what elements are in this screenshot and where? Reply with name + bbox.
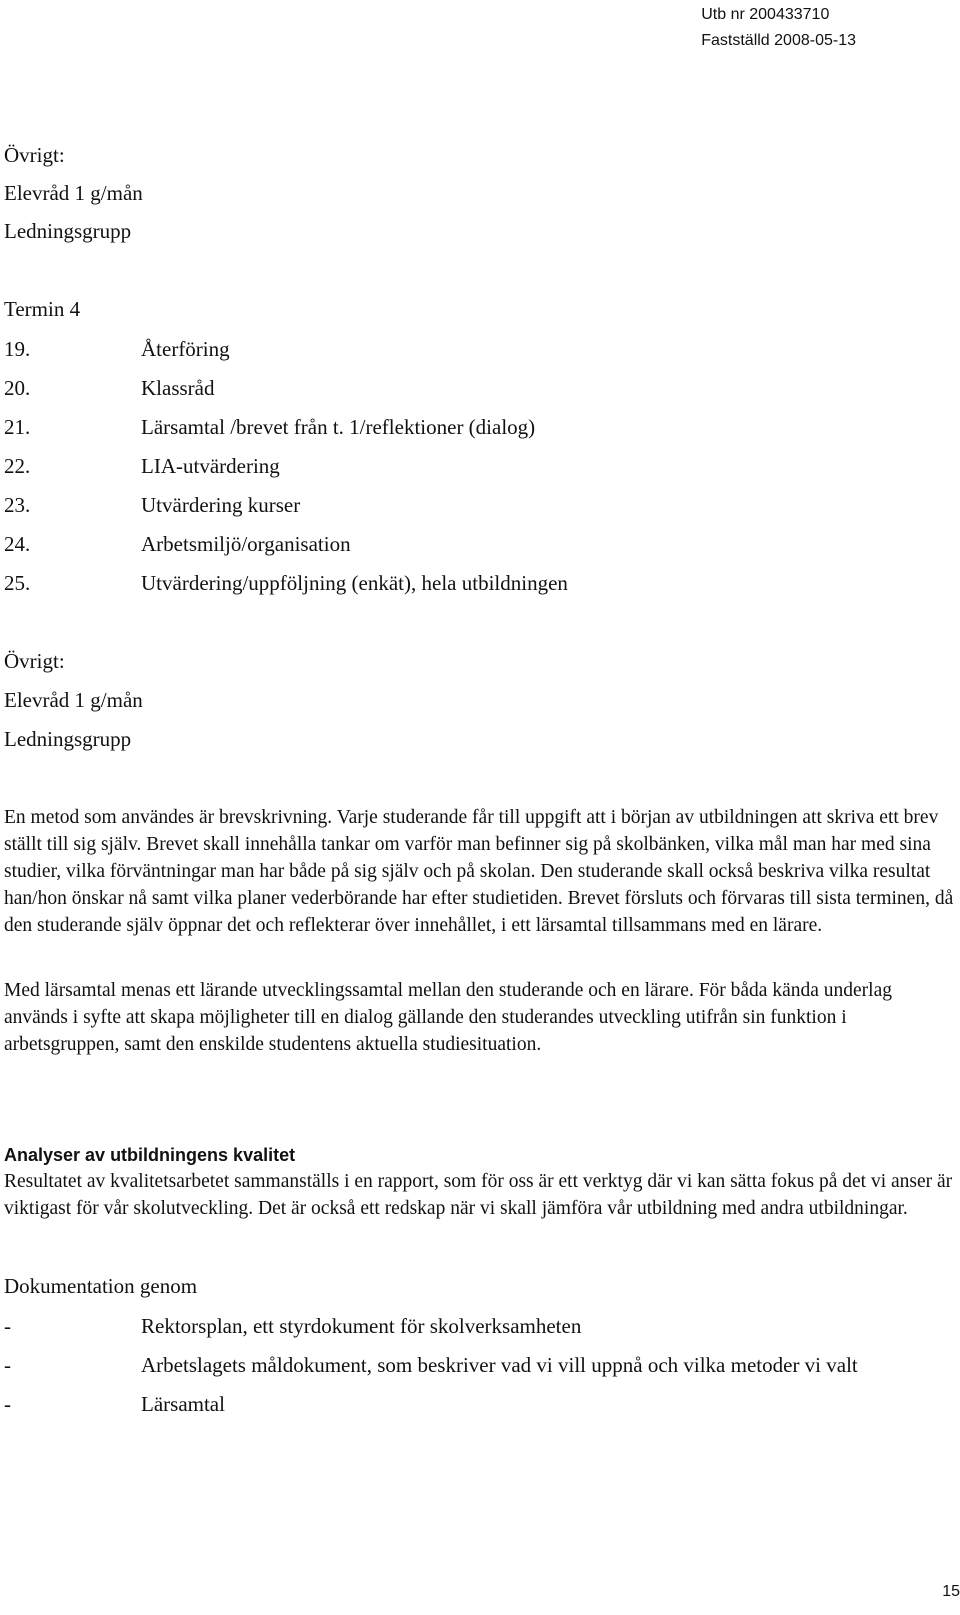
term-item-number: 25. — [4, 571, 31, 595]
documentation-item: Lärsamtal — [141, 1392, 225, 1416]
letter-method-paragraph: En metod som användes är brevskrivning. Varje studerande får till uppgift att i början av utbildningen att skriva ett brev ställt till sig själv. Brevet skall innehålla tankar om varför man befinner sig på skolbänken, vilka mål man har med sina studier, vilka förväntningar man har både på sig själv och på skolan. Den studerande skall också beskriva vilka resultat han/hon önskar nå samt vilka planer vederbörande har efter studietiden. Brevet försluts och förvaras till sista terminen, då den studerande själv öppnar det och reflekterar över innehållet, i ett lärsamtal tillsammans med en lärare. — [4, 807, 954, 936]
term-item-number: 19. — [4, 337, 31, 361]
term-item-text: Utvärdering/uppföljning (enkät), hela utbildningen — [141, 571, 568, 595]
term-item-text: Arbetsmiljö/organisation — [141, 532, 351, 556]
learning-dialogue-paragraph: Med lärsamtal menas ett lärande utvecklingssamtal mellan den studerande och en lärare. För båda kända underlag används i syfte att skapa möjligheter till en dialog gällande den studerandes utveckling utifrån sin funktion i arbetsgruppen, samt den enskilde studentens aktuella studiesituation. — [4, 980, 892, 1055]
term-item-number: 24. — [4, 532, 31, 556]
document-number: Utb nr 200433710 — [701, 6, 830, 23]
term-item-text: Återföring — [141, 337, 230, 361]
established-date: Fastställd 2008-05-13 — [701, 32, 856, 49]
other-label: Övrigt: — [4, 649, 65, 673]
documentation-item: Arbetslagets måldokument, som beskriver vad vi vill uppnå och vilka metoder vi valt — [141, 1353, 858, 1377]
documentation-item: Rektorsplan, ett styrdokument för skolverksamheten — [141, 1314, 582, 1338]
term-item-number: 23. — [4, 493, 31, 517]
term-item-text: Utvärdering kurser — [141, 493, 301, 517]
other-item: Ledningsgrupp — [4, 219, 132, 243]
term-item-number: 20. — [4, 376, 31, 400]
documentation-title: Dokumentation genom — [4, 1274, 198, 1298]
term-item-number: 21. — [4, 415, 31, 439]
documentation-dash: - — [4, 1314, 11, 1338]
term-title: Termin 4 — [4, 297, 81, 321]
documentation-dash: - — [4, 1392, 11, 1416]
other-item: Elevråd 1 g/mån — [4, 688, 143, 712]
other-label: Övrigt: — [4, 143, 65, 167]
term-item-number: 22. — [4, 454, 31, 478]
other-item: Ledningsgrupp — [4, 727, 132, 751]
page-number: 15 — [942, 1583, 960, 1600]
document-header — [701, 2, 856, 54]
documentation-dash: - — [4, 1353, 11, 1377]
term-item-text: LIA-utvärdering — [141, 454, 280, 478]
analysis-text: Resultatet av kvalitetsarbetet sammanställs i en rapport, som för oss är ett verktyg där vi kan sätta fokus på det vi anser är viktigast för vår skolutveckling. Det är också ett redskap när vi skall jämföra vår utbildning med andra utbildningar. — [4, 1171, 953, 1219]
section-heading: Analyser av utbildningens kvalitet — [4, 1145, 296, 1165]
term-item-text: Klassråd — [141, 376, 215, 400]
term-item-text: Lärsamtal /brevet från t. 1/reflektioner (dialog) — [141, 415, 536, 439]
other-item: Elevråd 1 g/mån — [4, 181, 143, 205]
